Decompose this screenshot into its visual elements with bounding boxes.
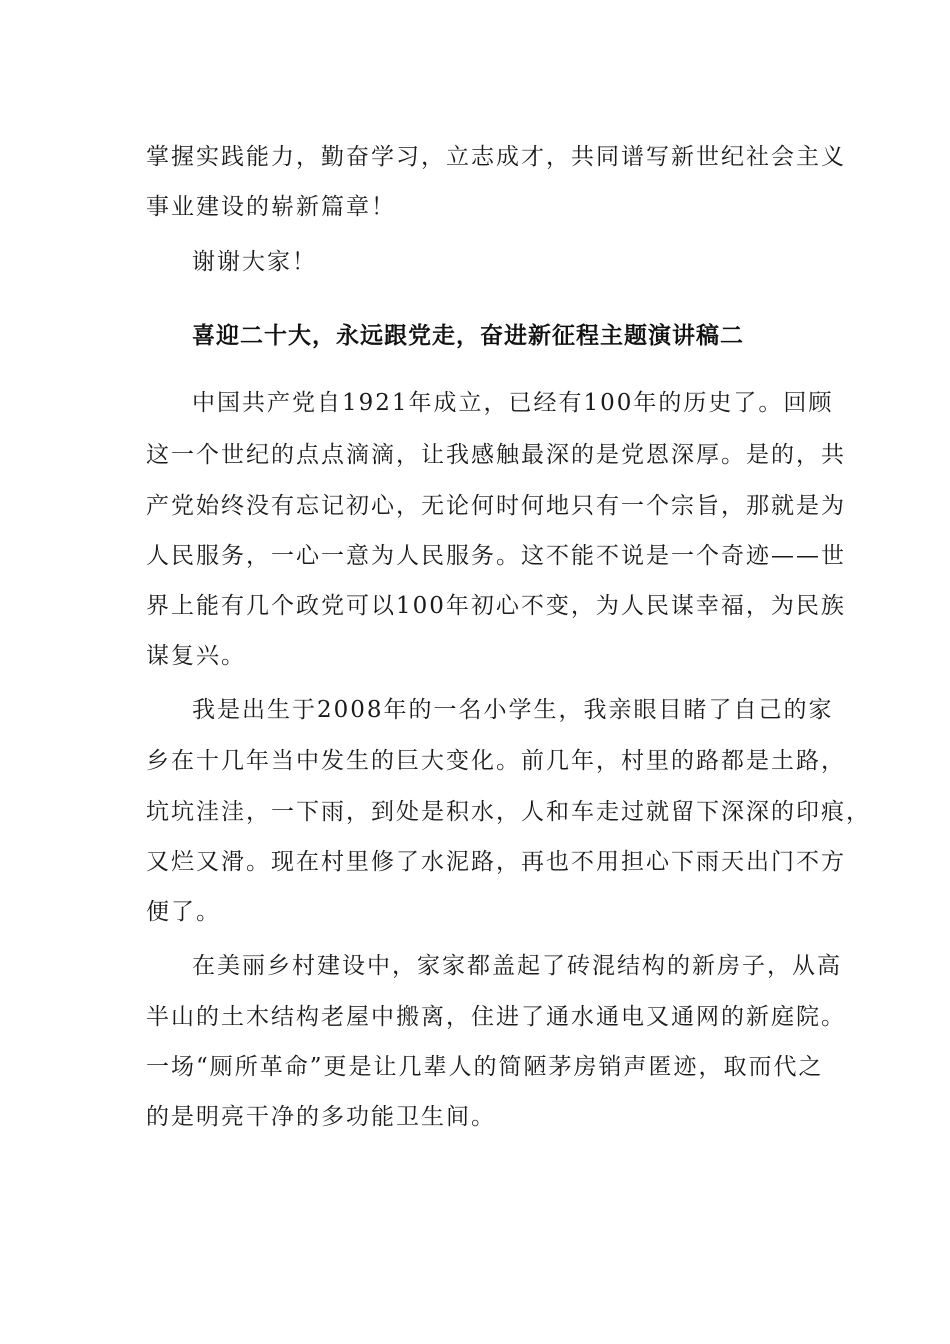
paragraph-1-line-1: 中国共产党自1921年成立，已经有100年的历史了。回顾 [192, 390, 834, 416]
thanks-line: 谢谢大家！ [192, 249, 317, 275]
paragraph-3-line-1: 在美丽乡村建设中，家家都盖起了砖混结构的新房子，从高 [192, 953, 842, 979]
paragraph-1-line-2: 这一个世纪的点点滴滴，让我感触最深的是党恩深厚。是的，共 [146, 442, 846, 468]
paragraph-1-line-4: 人民服务，一心一意为人民服务。这不能不说是一个奇迹——世 [146, 543, 846, 569]
paragraph-1-line-3: 产党始终没有忘记初心，无论何时何地只有一个宗旨，那就是为 [146, 493, 846, 519]
paragraph-1-line-6: 谋复兴。 [146, 643, 246, 669]
paragraph-2-line-3: 坑坑洼洼，一下雨，到处是积水，人和车走过就留下深深的印痕， [146, 799, 871, 825]
continuation-line-1: 掌握实践能力，勤奋学习，立志成才，共同谱写新世纪社会主义 [146, 144, 846, 170]
paragraph-2-line-4: 又烂又滑。现在村里修了水泥路，再也不用担心下雨天出门不方 [146, 849, 846, 875]
paragraph-2-line-2: 乡在十几年当中发生的巨大变化。前几年，村里的路都是土路， [146, 748, 846, 774]
section-title: 喜迎二十大，永远跟党走，奋进新征程主题演讲稿二 [192, 323, 744, 349]
paragraph-1-line-5: 界上能有几个政党可以100年初心不变，为人民谋幸福，为民族 [146, 593, 846, 619]
paragraph-2-line-5: 便了。 [146, 899, 221, 925]
paragraph-2-line-1: 我是出生于2008年的一名小学生，我亲眼目睹了自己的家 [192, 697, 834, 723]
paragraph-3-line-2: 半山的土木结构老屋中搬离，住进了通水通电又通网的新庭院。 [146, 1004, 846, 1030]
continuation-line-2: 事业建设的崭新篇章！ [146, 194, 396, 220]
paragraph-3-line-4: 的是明亮干净的多功能卫生间。 [146, 1104, 496, 1130]
paragraph-3-line-3: 一场“厕所革命”更是让几辈人的简陋茅房销声匿迹，取而代之 [146, 1054, 824, 1080]
